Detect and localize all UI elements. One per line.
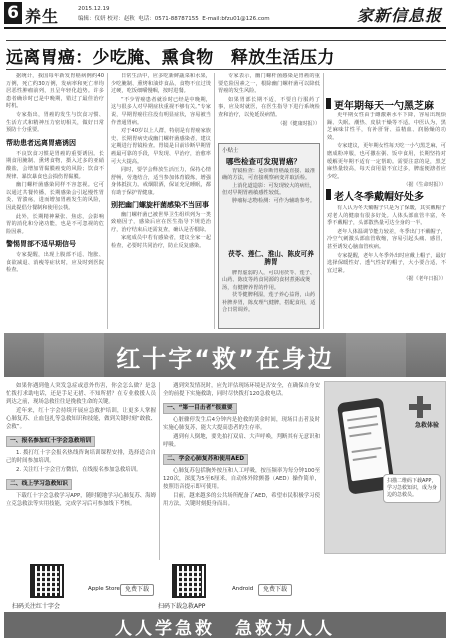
tips-line: 肿瘤标志物检测：可作为辅助参考。 [232, 197, 316, 204]
paragraph: 老年人体温调节能力较差，冬季出门不戴帽子，冷空气刺激头部血管收缩，容易引起头痛、感冒，甚至诱发心脑血管疾病。 [327, 228, 446, 250]
highlight-heading: 二、线上学习急救知识 [6, 479, 72, 490]
article-column-3 [218, 73, 320, 141]
tips-tag: 小贴士 [222, 148, 239, 154]
list-item: 下载红十字会急救学习APP，随时随地学习心肺复苏、海姆立克急救法等实用技能，完成学习后可参加线下考核。 [6, 493, 156, 507]
banner-title: 红十字“救”在身边 [116, 345, 334, 373]
byline: （据《老年日报》） [403, 276, 446, 283]
list-item: 2. 关注红十字会官方微信，在线报名参加急救培训。 [16, 467, 142, 473]
column-divider [323, 73, 324, 329]
tips-line: 上消化道造影：可发现较大的病灶，但对早期胃癌敏感性较低。 [222, 182, 316, 197]
feature-banner [4, 333, 446, 377]
paragraph: 同时，要学会释放生活压力，保持心情舒畅，劳逸结合，适当参加体育锻炼，增强身体抵抗力。戒烟限酒，保证充足睡眠，都有助于保护胃健康。 [111, 167, 211, 196]
email-line: E-mail:bfzu01@126.com [202, 16, 270, 22]
subheading: 帮助患者远离胃癌诱因 [6, 138, 76, 147]
paragraph: 此外，长期精神紧张、焦虑，会影响胃的消化和分泌功能，也是不可忽视的危险因素。 [6, 213, 104, 235]
column-divider [107, 73, 108, 329]
paragraph: 如果你遇到他人突发急症或意外伤害，你会怎么做？是急忙拨打求助电话，还是手足无措、不知所措？在专业救援人员到达之前，现场急救往往是挽救生命的关键。 [6, 383, 156, 405]
right-article-2 [327, 205, 446, 329]
right-article-1 [327, 112, 446, 192]
paragraph: 遇到突发情况时，应先评估现场环境是否安全，在确保自身安全的前提下实施救助，同时尽快拨打120急救电话。 [163, 383, 320, 397]
phone-line: 电话：0571-88787155 [138, 16, 199, 22]
paragraph: 幽门螺杆菌感染同样不容忽视。它可以通过共餐传播，长期感染会引起慢性胃炎、胃溃疡，进而增加胃癌发生的风险，因此提倡分餐制和使用公筷。 [6, 182, 104, 211]
highlight-heading: 二、学会心肺复苏和使用AED [163, 454, 248, 465]
paragraph: 专家表示，幽门螺杆菌感染是胃癌的重要危险因素之一，根除幽门螺杆菌可以降低胃癌的发生风险。 [218, 73, 320, 95]
article-column-1 [6, 73, 104, 329]
illustration-caption: 急救体验 [414, 422, 439, 429]
footer-slogan: 人人学急救 急救为人人 [115, 619, 335, 639]
qr-label: 扫码关注红十字会 [12, 603, 61, 610]
page-number: 6 [4, 2, 22, 24]
paragraph: 对于40岁以上人群，特别是有胃癌家族史、长期胃病史或幽门螺杆菌感染者，建议定期进行胃镜检查。胃镜是目前诊断早期胃癌最可靠的手段，早发现、早治疗，治愈率可大大提高。 [111, 128, 211, 165]
section-title: 养生 [25, 7, 60, 26]
paragraph: 幽门螺杆菌已被世界卫生组织列为一类致癌因子，感染后应在医生指导下规范治疗，治疗结束后还需复查，确认是否根除。 [111, 211, 211, 233]
paragraph: 遇到有人倒地，要先拍打双肩、大声呼唤，判断其有无意识和呼吸。 [163, 434, 320, 448]
paragraph: 家庭成员中若有感染者，建议全家一起检查，必要时共同治疗，防止反复感染。 [111, 235, 211, 249]
app-illustration [324, 381, 446, 554]
main-headline: 远离胃癌：少吃腌、熏食物 释放生活压力 [6, 48, 335, 68]
highlight-heading: 一、报名参加红十字会急救培训 [6, 436, 95, 447]
byline: （据《健康时报》） [277, 120, 320, 127]
page-header [0, 0, 450, 30]
paragraph: 心脏骤停发生后4分钟内是抢救的黄金时间，现场目击者及时实施心肺复苏，能大大提高患者的生存率。 [163, 417, 320, 431]
paragraph: 更年期女性由于雌激素水平下降，容易出现烦躁、失眠、潮热、皮肤干燥等不适。中医认为，黑芝麻味甘性平，有补肝肾、益精血、润肠燥的功效。 [327, 112, 446, 141]
subheading: 别把幽门螺旋杆菌感染不当回事 [111, 200, 209, 209]
paragraph: 专家提醒，出现上腹部不适、饱胀、食欲减退、消瘦等症状时，应及时到医院检查。 [6, 252, 104, 274]
column-divider [214, 73, 215, 329]
app-callout: 扫描二维码下载APP，学习急救知识，成为身边的急救员。 [383, 474, 441, 503]
footer-banner [4, 612, 446, 638]
paragraph: 心肺复苏包括胸外按压和人工呼吸，按压频率为每分钟100至120次，深度为5至6厘米。自动体外除颤器（AED）操作简单，按照语音提示即可使用。 [163, 468, 320, 490]
tips-title: 哪些检查可发现胃癌？ [226, 157, 301, 166]
right-headline-1: 更年期每天一勺黑芝麻 [334, 101, 434, 112]
qr-code-icon[interactable] [30, 564, 64, 598]
qr-label: 扫码下载急救APP [158, 603, 206, 610]
masthead-logo: 家新信息报 [356, 6, 442, 25]
download-button[interactable]: 免费下载 [258, 584, 292, 596]
herbs-title: 茯苓、莲仁、淮山、陈皮可养脾胃 [228, 250, 314, 266]
column-divider [159, 382, 160, 560]
section-marker-icon [326, 189, 331, 200]
phone-screen [342, 407, 389, 482]
screen-line [348, 423, 378, 429]
byline: （据《生命时报》） [403, 182, 446, 189]
paragraph: 据统计，我国每年新发胃癌病例约40万例，死亡约30万例，发病率和死亡率均居恶性肿瘤前列，且呈年轻化趋势。许多患者确诊时已是中晚期，错过了最佳治疗时机。 [6, 73, 104, 110]
screen-line [347, 415, 377, 421]
download-button[interactable]: 免费下载 [120, 584, 154, 596]
paragraph: “不少胃癌患者就诊时已经是中晚期，这与很多人对早期症状重视不够有关。”专家说，早期胃癌往往没有明显症状，容易被当作普通胃病。 [111, 96, 211, 126]
red-cross-icon [409, 396, 431, 418]
paragraph: 日常生活中，应多吃新鲜蔬菜和水果，少吃腌制、熏烤和油炸食品，食物不宜过烫过硬，吃饭细嚼慢咽，按时进餐。 [111, 73, 211, 95]
paragraph: 目前，越来越多的公共场所配备了AED，希望市民积极学习使用方法，关键时刻挺身而出。 [163, 493, 320, 507]
editor-line: 编辑：仪妍 校对：赵秋 电话：0571-88787155 E-mail:bfzu01@126.com [78, 16, 270, 22]
tips-line: 胃镜检查：是诊断胃癌最直接、最准确的方法，可直接观察病变并取活检。 [222, 168, 316, 182]
paragraph: 如果胃部长期不适，不要自行服药了事，应及时就医，在医生指导下进行系统检查和治疗，以免延误病情。 [218, 96, 320, 118]
paragraph: 有人认为冬天戴帽子只是为了保暖，其实戴帽子对老人的健康有很多好处。人体头部血管丰富，冬季不戴帽子，头部散热量可达全身的一半。 [327, 205, 446, 227]
right-headline-2: 老人冬季戴帽好处多 [334, 192, 424, 203]
bottom-column-left [6, 382, 156, 562]
paragraph: 专家指出，胃癌的发生与饮食习惯、生活方式和精神压力密切相关，做好日常预防十分重要。 [6, 111, 104, 134]
screen-line [352, 447, 382, 453]
herbs-line: 脾胃虚弱的人，可以用茯苓、莲子、山药、陈皮等药食同源的食材煮粥或煲汤，有健脾养胃的作用。 [222, 270, 316, 291]
highlight-heading: 一、“第一目击者”很重要 [163, 403, 237, 414]
paragraph: 不良饮食习惯是胃癌的重要诱因。长期食用腌制、熏烤食物，摄入过多的亚硝酸盐，会增加胃黏膜癌变的风险；饮食不规律、暴饮暴食也会损伤胃黏膜。 [6, 150, 104, 180]
header-rule [4, 27, 446, 29]
herbs-line: 茯苓健脾利湿，莲子养心益肾，山药补脾养胃，陈皮理气健脾，搭配食用，适合日常调养。 [222, 292, 316, 314]
app-store-label: Apple Store [88, 586, 120, 592]
qr-code-icon[interactable] [172, 564, 206, 598]
herbs-body [222, 270, 316, 326]
subheading: 警惕胃部不适早期信号 [6, 240, 76, 249]
date-line: 2015.12.19 [78, 6, 110, 12]
tips-body [222, 168, 316, 246]
bottom-column-middle [163, 382, 320, 562]
paragraph: 专家建议，更年期女性每天吃一小勺黑芝麻，可磨成粉冲服，也可撒在粥、饭中食用，长期坚持对缓解更年期不适有一定帮助。需要注意的是，黑芝麻热量较高，每天食用量不宜过多，脾虚便溏者应少吃。 [327, 143, 446, 180]
headline-rule-top [6, 40, 446, 41]
paragraph: 专家提醒，老年人冬季外出时应戴上帽子，最好选择保暖性好、透气性好的帽子，大小要合适，不宜过紧。 [327, 252, 446, 274]
screen-line [349, 432, 371, 437]
android-label: Android [232, 586, 254, 592]
section-marker-icon [326, 98, 331, 109]
list-item: 1. 拨打红十字会报名热线咨询培训课程安排，选择适合自己的时间参加培训。 [6, 450, 156, 464]
screen-line [353, 456, 377, 461]
article-column-2 [111, 73, 211, 329]
paragraph: 近年来，红十字会持续开展应急救护培训，让更多人掌握心肺复苏、止血包扎等急救知识和技能，做到关键时刻“敢救、会救”。 [6, 408, 156, 430]
headline-rule-bottom [6, 69, 446, 70]
